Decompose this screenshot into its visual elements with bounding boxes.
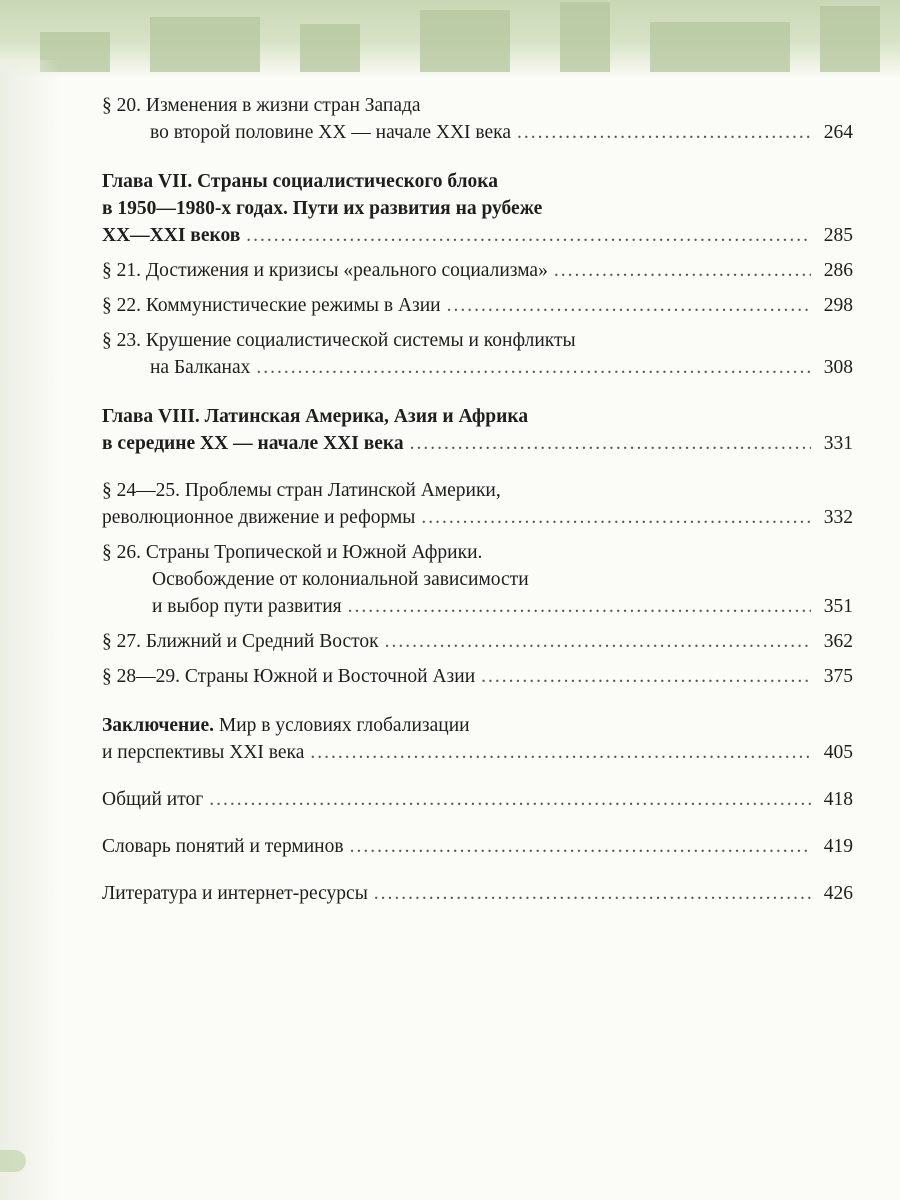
conclusion-title-line1: Мир в условиях глобализации <box>218 715 470 736</box>
section-number: § 26. <box>102 542 141 563</box>
table-of-contents <box>102 92 853 907</box>
dot-leader <box>421 504 811 531</box>
page-number: 308 <box>823 357 853 378</box>
chapter-title-line2: в середине XX — начале XXI века <box>102 433 404 454</box>
page-number: 331 <box>823 433 853 454</box>
toc-conclusion[interactable] <box>102 712 853 766</box>
section-number: § 21. <box>102 260 141 281</box>
toc-entry-s27[interactable] <box>102 628 853 655</box>
section-title: Достижения и кризисы «реального социализма» <box>145 260 548 281</box>
section-title-line2: на Балканах <box>150 357 251 378</box>
dot-leader <box>385 628 811 655</box>
section-title-line2: революционное движение и реформы <box>102 507 416 528</box>
section-title: Коммунистические режимы в Азии <box>145 295 441 316</box>
page-number: 285 <box>823 225 853 246</box>
dot-leader <box>246 222 811 249</box>
page-shadow <box>0 60 60 1200</box>
section-number: § 27. <box>102 631 141 652</box>
section-number: § 24—25. <box>102 480 180 501</box>
dot-leader <box>554 257 811 284</box>
dot-leader <box>350 833 811 860</box>
section-title-line1: Изменения в жизни стран Запада <box>145 95 421 116</box>
dot-leader <box>310 739 811 766</box>
page-number: 419 <box>823 836 853 857</box>
dot-leader <box>374 880 811 907</box>
page-number: 418 <box>823 789 853 810</box>
dot-leader <box>447 292 811 319</box>
summary-title: Общий итог <box>102 789 204 810</box>
toc-entry-s26[interactable] <box>102 539 853 620</box>
toc-entry-s24[interactable] <box>102 477 853 531</box>
toc-chapter-7[interactable] <box>102 168 853 249</box>
page-number: 405 <box>823 742 853 763</box>
dot-leader <box>256 354 811 381</box>
section-title: Ближний и Средний Восток <box>145 631 379 652</box>
page-number: 332 <box>823 507 853 528</box>
section-number: § 22. <box>102 295 141 316</box>
section-title-line2: Освобождение от колониальной зависимости <box>152 569 529 590</box>
toc-summary[interactable] <box>102 786 853 813</box>
section-number: § 28—29. <box>102 666 180 687</box>
conclusion-label: Заключение. <box>102 715 215 736</box>
page-number: 286 <box>823 260 853 281</box>
toc-entry-s28[interactable] <box>102 663 853 690</box>
page-corner-mark <box>0 1150 26 1172</box>
toc-entry-s21[interactable] <box>102 257 853 284</box>
dot-leader <box>481 663 811 690</box>
section-title-line1: Крушение социалистической системы и конфликты <box>145 330 576 351</box>
header-illustration <box>0 0 900 78</box>
toc-literature[interactable] <box>102 880 853 907</box>
chapter-title-line1: Глава VIII. Латинская Америка, Азия и Африка <box>102 406 529 427</box>
section-number: § 20. <box>102 95 141 116</box>
page-number: 362 <box>823 631 853 652</box>
chapter-title-line2: в 1950—1980-х годах. Пути их развития на рубеже <box>102 198 543 219</box>
toc-entry-s23[interactable] <box>102 327 853 381</box>
section-title: Страны Южной и Восточной Азии <box>184 666 476 687</box>
chapter-title-line1: Глава VII. Страны социалистического блока <box>102 171 498 192</box>
chapter-title-line3: XX—XXI веков <box>102 225 241 246</box>
dot-leader <box>517 119 811 146</box>
literature-title: Литература и интернет-ресурсы <box>102 883 368 904</box>
toc-entry-s20[interactable] <box>102 92 853 146</box>
toc-glossary[interactable] <box>102 833 853 860</box>
conclusion-title-line2: и перспективы XXI века <box>102 742 305 763</box>
page-number: 351 <box>823 596 853 617</box>
dot-leader <box>410 430 811 457</box>
toc-chapter-8[interactable] <box>102 403 853 457</box>
page-number: 426 <box>823 883 853 904</box>
page-number: 375 <box>823 666 853 687</box>
section-title-line2: во второй половине XX — начале XXI века <box>150 122 511 143</box>
dot-leader <box>348 593 811 620</box>
toc-entry-s22[interactable] <box>102 292 853 319</box>
section-title-line1: Проблемы стран Латинской Америки, <box>184 480 501 501</box>
section-title-line3: и выбор пути развития <box>152 596 342 617</box>
page-number: 298 <box>823 295 853 316</box>
dot-leader <box>209 786 811 813</box>
section-title-line1: Страны Тропической и Южной Африки. <box>145 542 483 563</box>
glossary-title: Словарь понятий и терминов <box>102 836 344 857</box>
page-number: 264 <box>823 122 853 143</box>
section-number: § 23. <box>102 330 141 351</box>
